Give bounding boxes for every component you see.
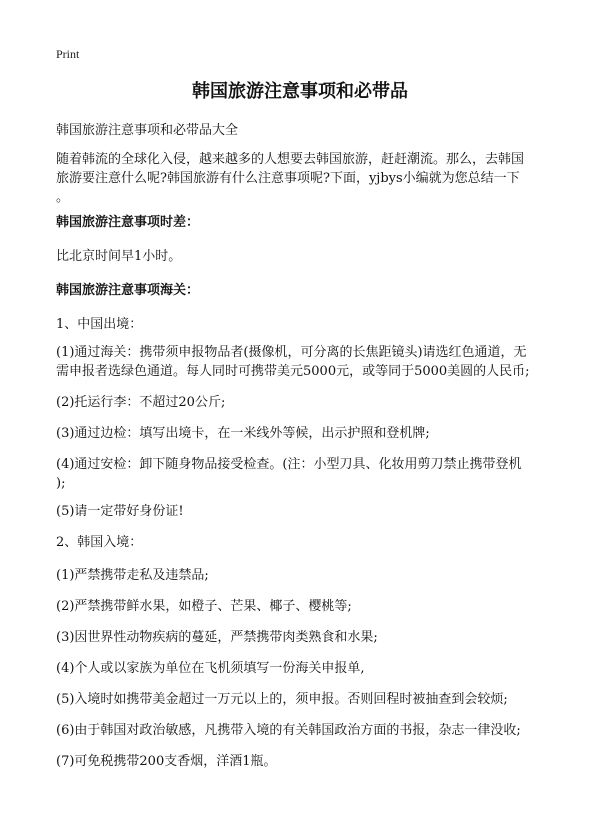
list-item: (3)通过边检：填写出境卡，在一米线外等候，出示护照和登机牌; xyxy=(56,426,430,441)
time-difference-heading: 韩国旅游注意事项时差： xyxy=(56,215,200,230)
list-item: (2)严禁携带鲜水果，如橙子、芒果、椰子、樱桃等; xyxy=(56,599,352,614)
list-item: (3)因世界性动物疾病的蔓延，严禁携带肉类熟食和水果; xyxy=(56,630,378,645)
list-item-line: ); xyxy=(56,476,66,491)
china-exit-heading: 1、中国出境： xyxy=(56,317,143,332)
page-title: 韩国旅游注意事项和必带品 xyxy=(192,81,408,102)
time-difference-text: 比北京时间早1小时。 xyxy=(56,249,182,264)
list-item: (1)严禁携带走私及违禁品; xyxy=(56,568,209,583)
customs-heading: 韩国旅游注意事项海关： xyxy=(56,283,200,298)
list-item-line: (1)通过海关：携带须申报物品者(摄像机，可分离的长焦距镜头)请选红色通道，无 xyxy=(56,345,527,360)
list-item: (4)个人或以家族为单位在飞机须填写一份海关申报单, xyxy=(56,661,365,676)
print-link[interactable]: Print xyxy=(56,47,80,61)
intro-line: 。 xyxy=(56,190,70,205)
list-item: (7)可免税携带200支香烟，洋酒1瓶。 xyxy=(56,754,277,769)
intro-line: 随着韩流的全球化入侵，越来越多的人想要去韩国旅游，赶赶潮流。那么，去韩国 xyxy=(56,152,525,167)
list-item: (5)请一定带好身份证! xyxy=(56,504,184,519)
list-item: (2)托运行李：不超过20公斤; xyxy=(56,395,226,410)
korea-entry-heading: 2、韩国入境： xyxy=(56,535,143,550)
list-item xyxy=(56,455,550,493)
list-item: (5)入境时如携带美金超过一万元以上的，须申报。否则回程时被抽查到会较烦; xyxy=(56,692,508,707)
list-item-line: (4)通过安检：卸下随身物品接受检查。(注：小型刀具、化妆用剪刀禁止携带登机 xyxy=(56,457,522,472)
list-item-line: 需申报者选绿色通道。每人同时可携带美元5000元，或等同于5000美圆的人民币; xyxy=(56,364,530,379)
intro-paragraph xyxy=(56,150,550,207)
intro-line: 旅游要注意什么呢?韩国旅游有什么注意事项呢?下面，yjbys小编就为您总结一下 xyxy=(56,171,520,186)
list-item: (6)由于韩国对政治敏感，凡携带入境的有关韩国政治方面的书报，杂志一律没收; xyxy=(56,723,521,738)
list-item xyxy=(56,343,550,381)
subtitle: 韩国旅游注意事项和必带品大全 xyxy=(56,123,239,138)
